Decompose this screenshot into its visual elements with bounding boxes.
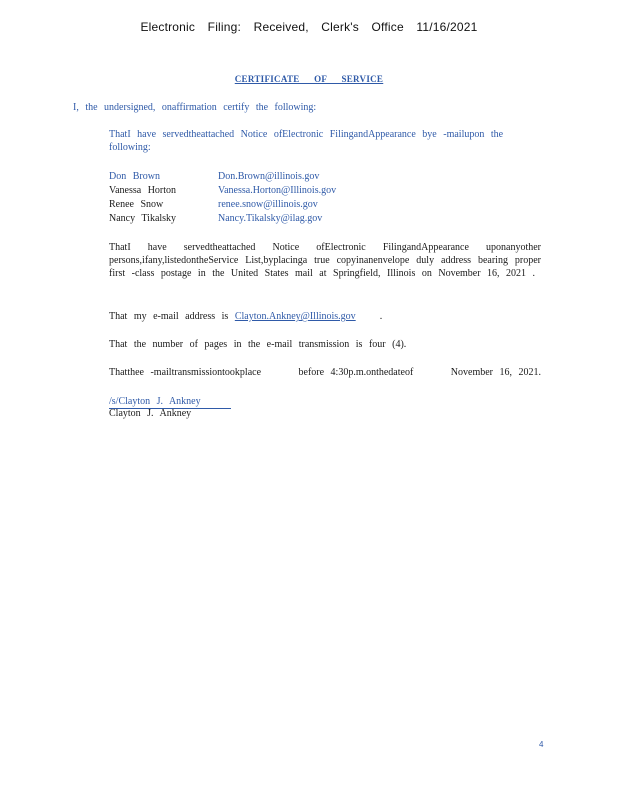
page-count-statement: That the number of pages in the e-mail transmission is four (4). (109, 339, 407, 350)
recipient-email[interactable]: Vanessa.Horton@Illinois.gov (218, 185, 337, 196)
document-title: CERTIFICATE OF SERVICE (234, 74, 384, 84)
recipient-name: Renee Snow (109, 199, 164, 210)
service-paragraph-email: ThatI have servedtheattached Notice ofElectronic FilingandAppearance bye -mailupon the following: (109, 129, 504, 153)
signature-line: /s/Clayton J. Ankney (109, 395, 231, 409)
filing-stamp-header: Electronic Filing: Received, Clerk's Office 11/16/2021 (140, 20, 478, 34)
page-number: 4 (539, 740, 544, 749)
intro-statement: I, the undersigned, onaffirmation certify the following: (73, 102, 317, 113)
transmission-statement-part2: before 4:30p.m.onthedateof (298, 367, 414, 378)
signer-name: Clayton J. Ankney (109, 408, 192, 419)
transmission-statement-part1: Thatthee -mailtransmissiontookplace (109, 367, 262, 378)
service-paragraph-mail: ThatI have servedtheattached Notice ofElectronic FilingandAppearance uponanyother persons,ifany,listedontheService List,byplacinga true copyinanenvelope duly address bearing proper first -class postage in the United States mail at Springfield, Illinois on November 16, 2021 . (109, 242, 541, 279)
transmission-statement-date: November 16, 2021. (450, 367, 541, 378)
recipient-email[interactable]: Nancy.Tikalsky@ilag.gov (218, 213, 323, 224)
email-address-statement (109, 310, 382, 323)
transmission-time-statement (109, 366, 541, 379)
email-statement-suffix: . (379, 311, 383, 322)
recipient-email[interactable]: Don.Brown@illinois.gov (218, 171, 320, 182)
recipient-name: Nancy Tikalsky (109, 213, 177, 224)
recipient-email[interactable]: renee.snow@illinois.gov (218, 199, 318, 210)
recipient-name: Don Brown (109, 171, 160, 182)
sender-email-link[interactable]: Clayton.Ankney@Illinois.gov (234, 311, 356, 322)
recipient-name: Vanessa Horton (109, 185, 177, 196)
email-statement-prefix: That my e-mail address is (109, 311, 229, 322)
